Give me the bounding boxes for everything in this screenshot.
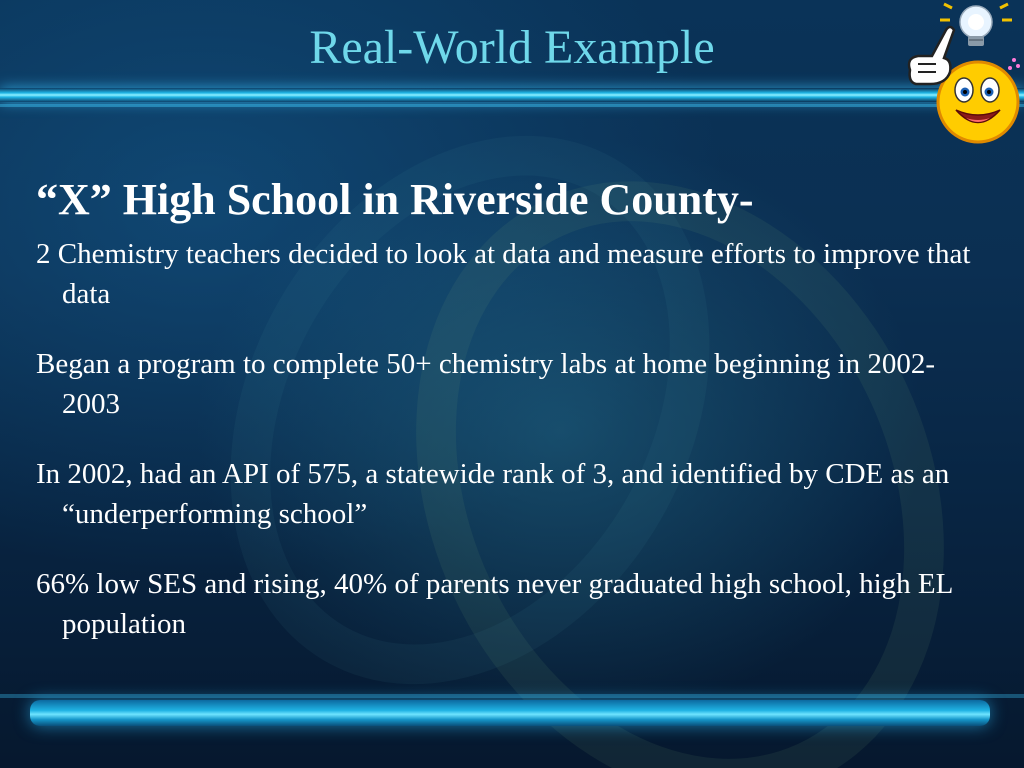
- content-heading: “X” High School in Riverside County-: [36, 175, 754, 224]
- bottom-accent-stripe: [30, 700, 990, 726]
- slide-title: Real-World Example: [309, 21, 715, 74]
- bullet-item: 66% low SES and rising, 40% of parents never graduated high school, high EL population: [36, 568, 953, 640]
- top-accent-line: [0, 104, 1024, 107]
- slide-content: [36, 172, 976, 674]
- bullet-item: In 2002, had an API of 575, a statewide rank of 3, and identified by CDE as an “underperforming school”: [36, 458, 950, 530]
- pointing-hand-icon: [909, 27, 954, 84]
- lightbulb-smiley-pointing-icon: [896, 0, 1024, 150]
- bullet-item: 2 Chemistry teachers decided to look at data and measure efforts to improve that data: [36, 238, 971, 310]
- bottom-accent-line: [0, 694, 1024, 698]
- top-accent-stripe: [0, 88, 1024, 102]
- bullet-item: Began a program to complete 50+ chemistry labs at home beginning in 2002-2003: [36, 348, 936, 420]
